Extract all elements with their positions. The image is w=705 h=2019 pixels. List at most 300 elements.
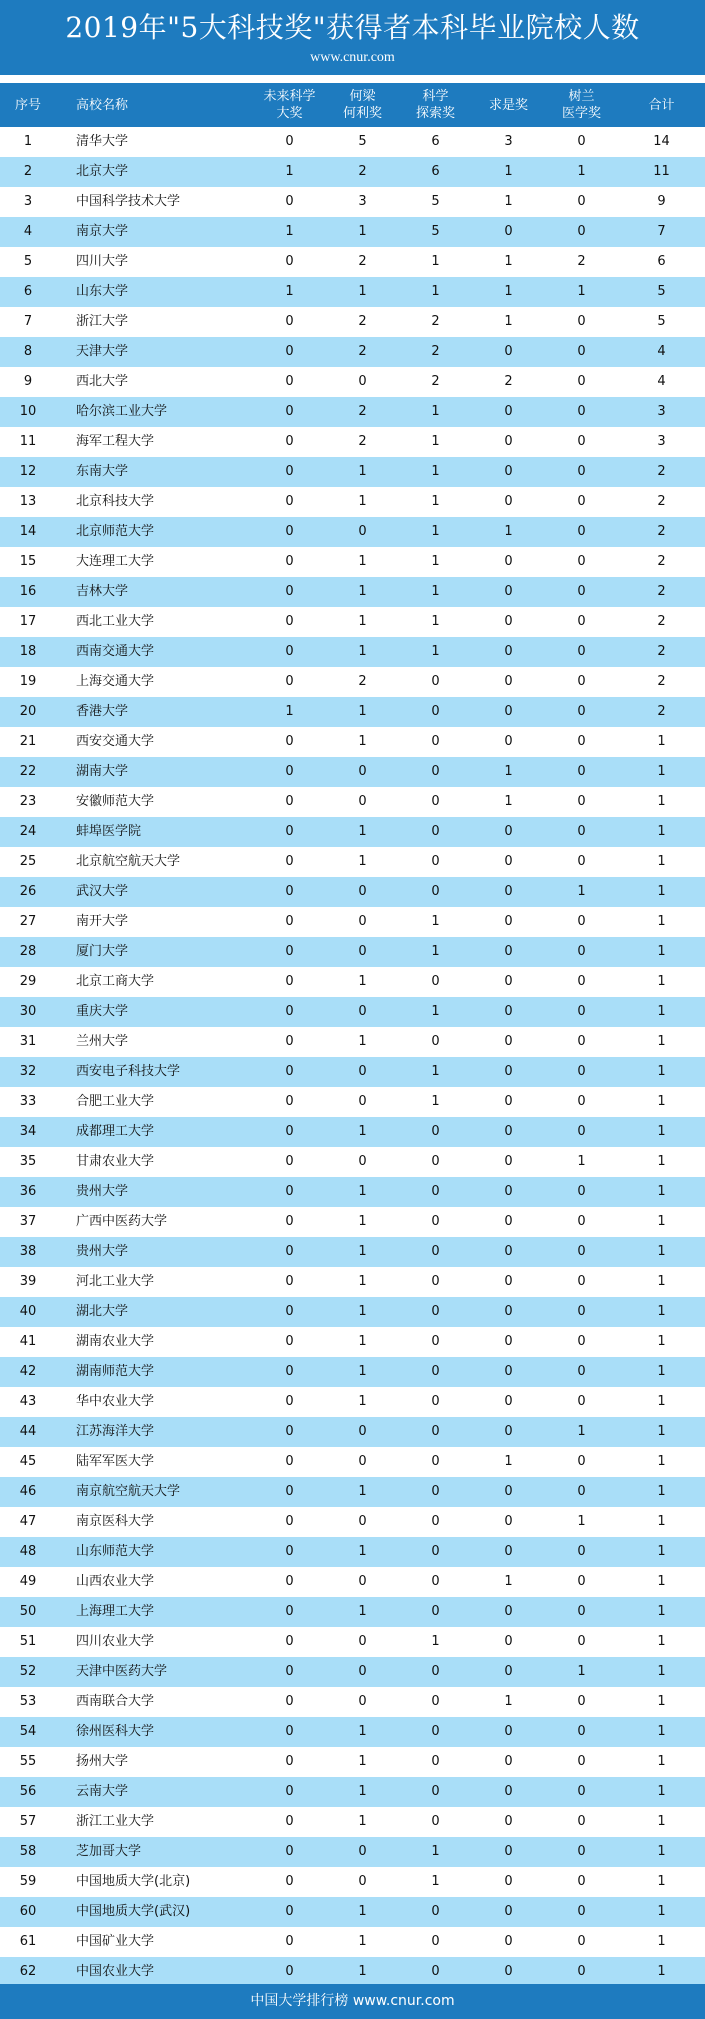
cell-school: 西北大学 xyxy=(76,374,129,389)
cell-rank: 61 xyxy=(19,1934,37,1949)
cell-shulan-prize: 0 xyxy=(577,1124,586,1139)
cell-shulan-prize: 0 xyxy=(577,704,586,719)
cell-explore-prize: 0 xyxy=(431,1364,440,1379)
cell-explore-prize: 0 xyxy=(431,1574,440,1589)
cell-shulan-prize: 2 xyxy=(577,254,586,269)
cell-holeung-prize: 2 xyxy=(358,164,367,179)
cell-qiushi-prize: 0 xyxy=(504,704,513,719)
cell-explore-prize: 6 xyxy=(431,164,440,179)
cell-rank: 32 xyxy=(19,1064,37,1079)
cell-school: 天津中医药大学 xyxy=(76,1664,168,1679)
cell-rank: 40 xyxy=(19,1304,37,1319)
cell-qiushi-prize: 0 xyxy=(504,1514,513,1529)
cell-rank: 34 xyxy=(19,1124,37,1139)
cell-holeung-prize: 1 xyxy=(358,854,367,869)
cell-qiushi-prize: 3 xyxy=(504,134,513,149)
cell-explore-prize: 0 xyxy=(431,1454,440,1469)
cell-shulan-prize: 0 xyxy=(577,1364,586,1379)
cell-qiushi-prize: 0 xyxy=(504,1094,513,1109)
table-row xyxy=(0,1027,705,1057)
cell-qiushi-prize: 0 xyxy=(504,1934,513,1949)
table-row xyxy=(0,1327,705,1357)
cell-shulan-prize: 0 xyxy=(577,974,586,989)
cell-future-prize: 0 xyxy=(285,464,294,479)
cell-shulan-prize: 0 xyxy=(577,944,586,959)
cell-future-prize: 0 xyxy=(285,1184,294,1199)
cell-total: 1 xyxy=(657,1784,666,1799)
cell-rank: 41 xyxy=(19,1334,37,1349)
cell-shulan-prize: 0 xyxy=(577,1694,586,1709)
cell-school: 合肥工业大学 xyxy=(76,1094,155,1109)
table-row xyxy=(0,787,705,817)
header-separator xyxy=(0,75,705,83)
cell-holeung-prize: 1 xyxy=(358,1754,367,1769)
cell-total: 1 xyxy=(657,1754,666,1769)
cell-rank: 3 xyxy=(23,194,33,209)
cell-qiushi-prize: 0 xyxy=(504,584,513,599)
cell-qiushi-prize: 0 xyxy=(504,1544,513,1559)
col-header-holeung-prize xyxy=(326,88,399,122)
cell-shulan-prize: 0 xyxy=(577,404,586,419)
cell-future-prize: 0 xyxy=(285,1514,294,1529)
cell-explore-prize: 0 xyxy=(431,1544,440,1559)
cell-total: 2 xyxy=(657,704,666,719)
cell-shulan-prize: 0 xyxy=(577,1064,586,1079)
cell-rank: 37 xyxy=(19,1214,37,1229)
table-row xyxy=(0,1837,705,1867)
cell-total: 1 xyxy=(657,914,666,929)
cell-holeung-prize: 2 xyxy=(358,674,367,689)
cell-school: 重庆大学 xyxy=(76,1004,129,1019)
cell-shulan-prize: 0 xyxy=(577,1634,586,1649)
cell-future-prize: 0 xyxy=(285,1034,294,1049)
cell-rank: 4 xyxy=(23,224,33,239)
cell-total: 1 xyxy=(657,944,666,959)
cell-rank: 36 xyxy=(19,1184,37,1199)
cell-shulan-prize: 0 xyxy=(577,764,586,779)
cell-holeung-prize: 0 xyxy=(358,1844,367,1859)
cell-rank: 60 xyxy=(19,1904,37,1919)
cell-school: 北京大学 xyxy=(76,164,129,179)
table-header xyxy=(0,83,705,127)
cell-total: 2 xyxy=(657,494,666,509)
cell-shulan-prize: 0 xyxy=(577,644,586,659)
cell-shulan-prize: 0 xyxy=(577,1604,586,1619)
cell-holeung-prize: 1 xyxy=(358,704,367,719)
cell-holeung-prize: 1 xyxy=(358,464,367,479)
cell-school: 大连理工大学 xyxy=(76,554,155,569)
cell-rank: 58 xyxy=(19,1844,37,1859)
cell-future-prize: 0 xyxy=(285,374,294,389)
cell-holeung-prize: 0 xyxy=(358,1094,367,1109)
table-row xyxy=(0,1447,705,1477)
cell-rank: 56 xyxy=(19,1784,37,1799)
cell-school: 中国科学技术大学 xyxy=(76,194,181,209)
cell-shulan-prize: 0 xyxy=(577,1964,586,1979)
cell-explore-prize: 0 xyxy=(431,734,440,749)
cell-future-prize: 0 xyxy=(285,644,294,659)
cell-rank: 6 xyxy=(23,284,33,299)
cell-holeung-prize: 0 xyxy=(358,524,367,539)
cell-shulan-prize: 0 xyxy=(577,1814,586,1829)
cell-holeung-prize: 1 xyxy=(358,614,367,629)
cell-school: 山东师范大学 xyxy=(76,1544,155,1559)
cell-explore-prize: 1 xyxy=(431,914,440,929)
table-body xyxy=(0,127,705,1987)
cell-rank: 18 xyxy=(19,644,37,659)
cell-future-prize: 0 xyxy=(285,554,294,569)
cell-holeung-prize: 1 xyxy=(358,1214,367,1229)
table-row xyxy=(0,1567,705,1597)
cell-school: 香港大学 xyxy=(76,704,129,719)
cell-holeung-prize: 1 xyxy=(358,1244,367,1259)
cell-explore-prize: 1 xyxy=(431,554,440,569)
cell-school: 徐州医科大学 xyxy=(76,1724,155,1739)
cell-total: 2 xyxy=(657,464,666,479)
cell-school: 芝加哥大学 xyxy=(76,1844,142,1859)
table-row xyxy=(0,1687,705,1717)
cell-explore-prize: 0 xyxy=(431,1514,440,1529)
cell-rank: 35 xyxy=(19,1154,37,1169)
cell-total: 1 xyxy=(657,734,666,749)
col-header-future-prize xyxy=(253,88,326,122)
cell-school: 扬州大学 xyxy=(76,1754,129,1769)
cell-qiushi-prize: 0 xyxy=(504,1664,513,1679)
cell-future-prize: 0 xyxy=(285,524,294,539)
cell-total: 4 xyxy=(657,344,666,359)
cell-rank: 48 xyxy=(19,1544,37,1559)
cell-school: 浙江工业大学 xyxy=(76,1814,155,1829)
cell-school: 四川农业大学 xyxy=(76,1634,155,1649)
cell-explore-prize: 0 xyxy=(431,794,440,809)
table-row xyxy=(0,667,705,697)
cell-school: 西安电子科技大学 xyxy=(76,1064,181,1079)
cell-holeung-prize: 0 xyxy=(358,1154,367,1169)
cell-holeung-prize: 1 xyxy=(358,824,367,839)
cell-shulan-prize: 0 xyxy=(577,344,586,359)
table-row xyxy=(0,577,705,607)
col-header-shulan-line2: 医学奖 xyxy=(561,106,601,121)
cell-holeung-prize: 1 xyxy=(358,1724,367,1739)
cell-future-prize: 1 xyxy=(285,224,294,239)
table-row xyxy=(0,1537,705,1567)
cell-rank: 39 xyxy=(19,1274,37,1289)
cell-holeung-prize: 1 xyxy=(358,974,367,989)
cell-future-prize: 0 xyxy=(285,1004,294,1019)
cell-school: 兰州大学 xyxy=(76,1034,129,1049)
cell-shulan-prize: 0 xyxy=(577,824,586,839)
cell-rank: 11 xyxy=(19,434,37,449)
cell-shulan-prize: 0 xyxy=(577,1244,586,1259)
cell-shulan-prize: 0 xyxy=(577,1544,586,1559)
cell-total: 5 xyxy=(657,314,666,329)
cell-future-prize: 0 xyxy=(285,1424,294,1439)
cell-shulan-prize: 0 xyxy=(577,794,586,809)
cell-holeung-prize: 1 xyxy=(358,1964,367,1979)
cell-future-prize: 0 xyxy=(285,1094,294,1109)
cell-holeung-prize: 1 xyxy=(358,1364,367,1379)
cell-explore-prize: 1 xyxy=(431,1094,440,1109)
cell-explore-prize: 0 xyxy=(431,1694,440,1709)
cell-future-prize: 0 xyxy=(285,1634,294,1649)
cell-shulan-prize: 1 xyxy=(577,164,586,179)
cell-future-prize: 0 xyxy=(285,1244,294,1259)
cell-school: 陆军军医大学 xyxy=(76,1454,155,1469)
cell-future-prize: 0 xyxy=(285,1844,294,1859)
cell-holeung-prize: 0 xyxy=(358,944,367,959)
cell-qiushi-prize: 0 xyxy=(504,344,513,359)
cell-future-prize: 0 xyxy=(285,1814,294,1829)
cell-holeung-prize: 0 xyxy=(358,1634,367,1649)
table-row xyxy=(0,1777,705,1807)
cell-rank: 59 xyxy=(19,1874,37,1889)
cell-qiushi-prize: 2 xyxy=(504,374,513,389)
table-row xyxy=(0,1657,705,1687)
cell-total: 1 xyxy=(657,854,666,869)
cell-qiushi-prize: 0 xyxy=(504,1904,513,1919)
cell-shulan-prize: 0 xyxy=(577,1094,586,1109)
cell-school: 武汉大学 xyxy=(76,884,129,899)
cell-school: 中国地质大学(北京) xyxy=(76,1874,191,1889)
cell-school: 清华大学 xyxy=(76,134,129,149)
cell-shulan-prize: 0 xyxy=(577,374,586,389)
cell-explore-prize: 0 xyxy=(431,1604,440,1619)
cell-school: 西南交通大学 xyxy=(76,644,155,659)
cell-qiushi-prize: 0 xyxy=(504,914,513,929)
cell-future-prize: 0 xyxy=(285,1724,294,1739)
cell-qiushi-prize: 1 xyxy=(504,794,513,809)
cell-school: 山东大学 xyxy=(76,284,129,299)
cell-explore-prize: 1 xyxy=(431,614,440,629)
cell-future-prize: 0 xyxy=(285,314,294,329)
table-row xyxy=(0,217,705,247)
cell-school: 华中农业大学 xyxy=(76,1394,155,1409)
table-row xyxy=(0,1957,705,1987)
table-row xyxy=(0,547,705,577)
col-header-total: 合计 xyxy=(648,97,675,113)
cell-shulan-prize: 0 xyxy=(577,1574,586,1589)
cell-holeung-prize: 0 xyxy=(358,1664,367,1679)
cell-qiushi-prize: 0 xyxy=(504,734,513,749)
cell-rank: 55 xyxy=(19,1754,37,1769)
cell-explore-prize: 0 xyxy=(431,1124,440,1139)
cell-rank: 22 xyxy=(19,764,37,779)
cell-qiushi-prize: 0 xyxy=(504,434,513,449)
cell-explore-prize: 0 xyxy=(431,1394,440,1409)
cell-total: 1 xyxy=(657,1544,666,1559)
cell-total: 3 xyxy=(657,404,666,419)
cell-future-prize: 0 xyxy=(285,254,294,269)
cell-total: 1 xyxy=(657,1844,666,1859)
col-header-explore-line1: 科学 xyxy=(422,89,449,104)
cell-qiushi-prize: 0 xyxy=(504,1184,513,1199)
cell-rank: 38 xyxy=(19,1244,37,1259)
cell-qiushi-prize: 0 xyxy=(504,1064,513,1079)
cell-qiushi-prize: 1 xyxy=(504,254,513,269)
cell-explore-prize: 0 xyxy=(431,1754,440,1769)
cell-shulan-prize: 0 xyxy=(577,1274,586,1289)
cell-holeung-prize: 1 xyxy=(358,1184,367,1199)
cell-rank: 12 xyxy=(19,464,37,479)
cell-qiushi-prize: 1 xyxy=(504,1694,513,1709)
table-row xyxy=(0,457,705,487)
cell-school: 四川大学 xyxy=(76,254,129,269)
cell-total: 14 xyxy=(653,134,670,149)
cell-qiushi-prize: 0 xyxy=(504,554,513,569)
cell-rank: 10 xyxy=(19,404,37,419)
table-row xyxy=(0,727,705,757)
table-row xyxy=(0,277,705,307)
cell-qiushi-prize: 0 xyxy=(504,974,513,989)
cell-school: 东南大学 xyxy=(76,464,129,479)
cell-total: 1 xyxy=(657,1154,666,1169)
cell-total: 1 xyxy=(657,1604,666,1619)
cell-school: 南京大学 xyxy=(76,224,129,239)
table-row xyxy=(0,1147,705,1177)
cell-future-prize: 0 xyxy=(285,1484,294,1499)
cell-school: 北京师范大学 xyxy=(76,524,155,539)
cell-total: 2 xyxy=(657,614,666,629)
cell-school: 湖南农业大学 xyxy=(76,1334,155,1349)
cell-total: 1 xyxy=(657,1214,666,1229)
cell-future-prize: 0 xyxy=(285,674,294,689)
cell-holeung-prize: 0 xyxy=(358,1454,367,1469)
cell-explore-prize: 1 xyxy=(431,1874,440,1889)
cell-holeung-prize: 1 xyxy=(358,284,367,299)
cell-total: 2 xyxy=(657,644,666,659)
cell-rank: 51 xyxy=(19,1634,37,1649)
table-row xyxy=(0,1927,705,1957)
table-row xyxy=(0,877,705,907)
cell-explore-prize: 1 xyxy=(431,644,440,659)
cell-rank: 24 xyxy=(19,824,37,839)
cell-holeung-prize: 2 xyxy=(358,314,367,329)
cell-rank: 17 xyxy=(19,614,37,629)
cell-holeung-prize: 1 xyxy=(358,1934,367,1949)
cell-future-prize: 1 xyxy=(285,704,294,719)
cell-holeung-prize: 3 xyxy=(358,194,367,209)
cell-total: 1 xyxy=(657,1064,666,1079)
cell-total: 1 xyxy=(657,794,666,809)
cell-future-prize: 0 xyxy=(285,194,294,209)
cell-explore-prize: 0 xyxy=(431,1274,440,1289)
cell-qiushi-prize: 0 xyxy=(504,1274,513,1289)
cell-total: 7 xyxy=(657,224,666,239)
cell-shulan-prize: 0 xyxy=(577,1874,586,1889)
cell-school: 云南大学 xyxy=(76,1784,129,1799)
cell-qiushi-prize: 0 xyxy=(504,1364,513,1379)
table-row xyxy=(0,1507,705,1537)
cell-total: 1 xyxy=(657,1724,666,1739)
cell-total: 9 xyxy=(657,194,666,209)
cell-total: 1 xyxy=(657,1904,666,1919)
cell-total: 1 xyxy=(657,1184,666,1199)
cell-shulan-prize: 1 xyxy=(577,1424,586,1439)
cell-school: 湖北大学 xyxy=(76,1304,129,1319)
cell-future-prize: 0 xyxy=(285,344,294,359)
table-row xyxy=(0,1597,705,1627)
cell-shulan-prize: 1 xyxy=(577,1514,586,1529)
cell-rank: 29 xyxy=(19,974,37,989)
cell-rank: 44 xyxy=(19,1424,37,1439)
col-header-rank: 序号 xyxy=(14,97,41,113)
cell-total: 1 xyxy=(657,1814,666,1829)
cell-explore-prize: 5 xyxy=(431,224,440,239)
cell-future-prize: 0 xyxy=(285,584,294,599)
cell-rank: 14 xyxy=(19,524,37,539)
table-row xyxy=(0,1897,705,1927)
cell-qiushi-prize: 0 xyxy=(504,1124,513,1139)
table-row xyxy=(0,1747,705,1777)
cell-future-prize: 0 xyxy=(285,734,294,749)
cell-total: 6 xyxy=(657,254,666,269)
cell-future-prize: 0 xyxy=(285,974,294,989)
table-row xyxy=(0,607,705,637)
cell-qiushi-prize: 0 xyxy=(504,644,513,659)
cell-explore-prize: 0 xyxy=(431,1244,440,1259)
cell-qiushi-prize: 0 xyxy=(504,1964,513,1979)
table-row xyxy=(0,1357,705,1387)
cell-qiushi-prize: 0 xyxy=(504,614,513,629)
cell-future-prize: 0 xyxy=(285,1754,294,1769)
cell-total: 2 xyxy=(657,584,666,599)
cell-explore-prize: 1 xyxy=(431,944,440,959)
cell-rank: 28 xyxy=(19,944,37,959)
cell-rank: 8 xyxy=(23,344,33,359)
cell-rank: 45 xyxy=(19,1454,37,1469)
table-row xyxy=(0,1267,705,1297)
table-row xyxy=(0,1627,705,1657)
cell-school: 湖南大学 xyxy=(76,764,129,779)
cell-shulan-prize: 0 xyxy=(577,854,586,869)
cell-total: 1 xyxy=(657,1244,666,1259)
cell-qiushi-prize: 0 xyxy=(504,824,513,839)
cell-future-prize: 0 xyxy=(285,1544,294,1559)
cell-qiushi-prize: 0 xyxy=(504,854,513,869)
cell-qiushi-prize: 1 xyxy=(504,764,513,779)
cell-shulan-prize: 0 xyxy=(577,1724,586,1739)
table-row xyxy=(0,697,705,727)
cell-explore-prize: 1 xyxy=(431,464,440,479)
cell-school: 厦门大学 xyxy=(76,944,129,959)
cell-school: 上海理工大学 xyxy=(76,1604,155,1619)
cell-holeung-prize: 0 xyxy=(358,1694,367,1709)
cell-holeung-prize: 1 xyxy=(358,734,367,749)
cell-explore-prize: 1 xyxy=(431,494,440,509)
cell-qiushi-prize: 0 xyxy=(504,1754,513,1769)
cell-total: 1 xyxy=(657,1484,666,1499)
cell-qiushi-prize: 1 xyxy=(504,194,513,209)
cell-shulan-prize: 0 xyxy=(577,1844,586,1859)
cell-holeung-prize: 1 xyxy=(358,1784,367,1799)
cell-total: 4 xyxy=(657,374,666,389)
cell-school: 湖南师范大学 xyxy=(76,1364,155,1379)
cell-qiushi-prize: 0 xyxy=(504,1634,513,1649)
cell-rank: 5 xyxy=(23,254,33,269)
cell-total: 1 xyxy=(657,1274,666,1289)
cell-school: 中国矿业大学 xyxy=(76,1934,155,1949)
cell-shulan-prize: 0 xyxy=(577,1334,586,1349)
cell-school: 北京科技大学 xyxy=(76,494,155,509)
cell-qiushi-prize: 0 xyxy=(504,1484,513,1499)
cell-school: 蚌埠医学院 xyxy=(76,824,142,839)
cell-shulan-prize: 0 xyxy=(577,554,586,569)
cell-qiushi-prize: 0 xyxy=(504,1604,513,1619)
cell-holeung-prize: 1 xyxy=(358,494,367,509)
cell-holeung-prize: 1 xyxy=(358,644,367,659)
cell-school: 安徽师范大学 xyxy=(76,794,155,809)
cell-holeung-prize: 1 xyxy=(358,1274,367,1289)
